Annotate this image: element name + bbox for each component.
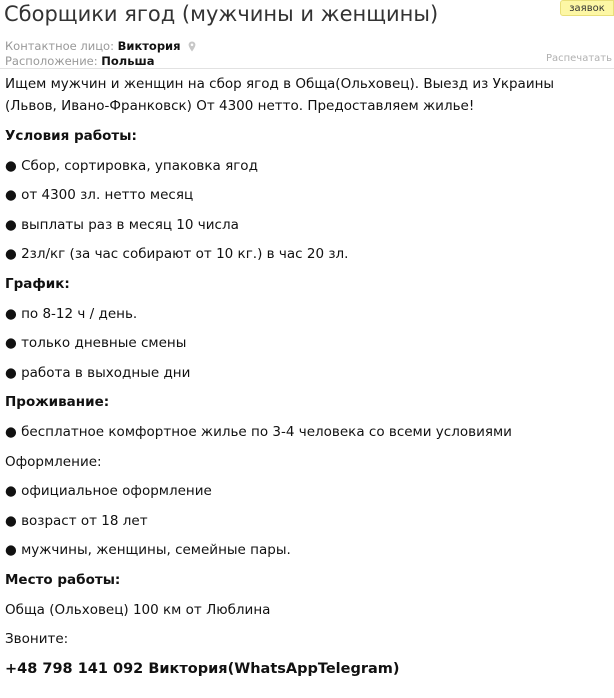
housing-heading: Проживание: <box>5 394 110 411</box>
location-label: Расположение: <box>5 54 98 68</box>
list-item: ● бесплатное комфортное жилье по 3-4 человека со всеми условиями <box>5 423 512 440</box>
location-value: Польша <box>101 54 155 68</box>
list-item: ● выплаты раз в месяц 10 числа <box>5 216 239 233</box>
conditions-heading: Условия работы: <box>5 128 137 144</box>
contact-label: Контактное лицо: <box>5 39 114 53</box>
list-item: ● работа в выходные дни <box>5 364 191 381</box>
intro-text: Ищем мужчин и женщин на сбор ягод в Обща(Ольховец). Выезд из Украины (Львов, Ивано-Франковск) От 4300 нетто. Предоставляем жилье! <box>5 76 555 114</box>
workplace-heading: Место работы: <box>5 571 121 588</box>
contact-name: Виктория <box>117 39 181 53</box>
applications-badge[interactable]: заявок <box>560 0 614 16</box>
list-item: ● Сбор, сортировка, упаковка ягод <box>5 157 258 174</box>
list-item: ● 2зл/кг (за час собирают от 10 кг.) в час 20 зл. <box>5 246 349 263</box>
workplace-text: Обща (Ольховец) 100 км от Люблина <box>5 601 271 618</box>
list-item: ● по 8-12 ч / день. <box>5 305 138 322</box>
print-link[interactable]: Распечатать <box>545 53 612 64</box>
ad-description <box>5 73 610 687</box>
list-item: ● мужчины, женщины, семейные пары. <box>5 542 291 559</box>
header-divider <box>0 68 614 69</box>
list-item: ● только дневные смены <box>5 335 187 352</box>
map-pin-icon[interactable] <box>188 41 196 52</box>
registration-heading: Оформление: <box>5 453 102 470</box>
schedule-heading: График: <box>5 275 70 292</box>
list-item: ● возраст от 18 лет <box>5 512 148 529</box>
list-item: ● от 4300 зл. нетто месяц <box>5 187 194 204</box>
contact-row <box>5 39 196 53</box>
location-row <box>5 54 154 68</box>
call-label: Звоните: <box>5 631 69 648</box>
list-item: ● официальное оформление <box>5 483 212 500</box>
phone-number[interactable]: +48 798 141 092 Виктория(WhatsAppTelegram) <box>5 660 400 677</box>
ad-title: Сборщики ягод (мужчины и женщины) <box>4 2 439 26</box>
